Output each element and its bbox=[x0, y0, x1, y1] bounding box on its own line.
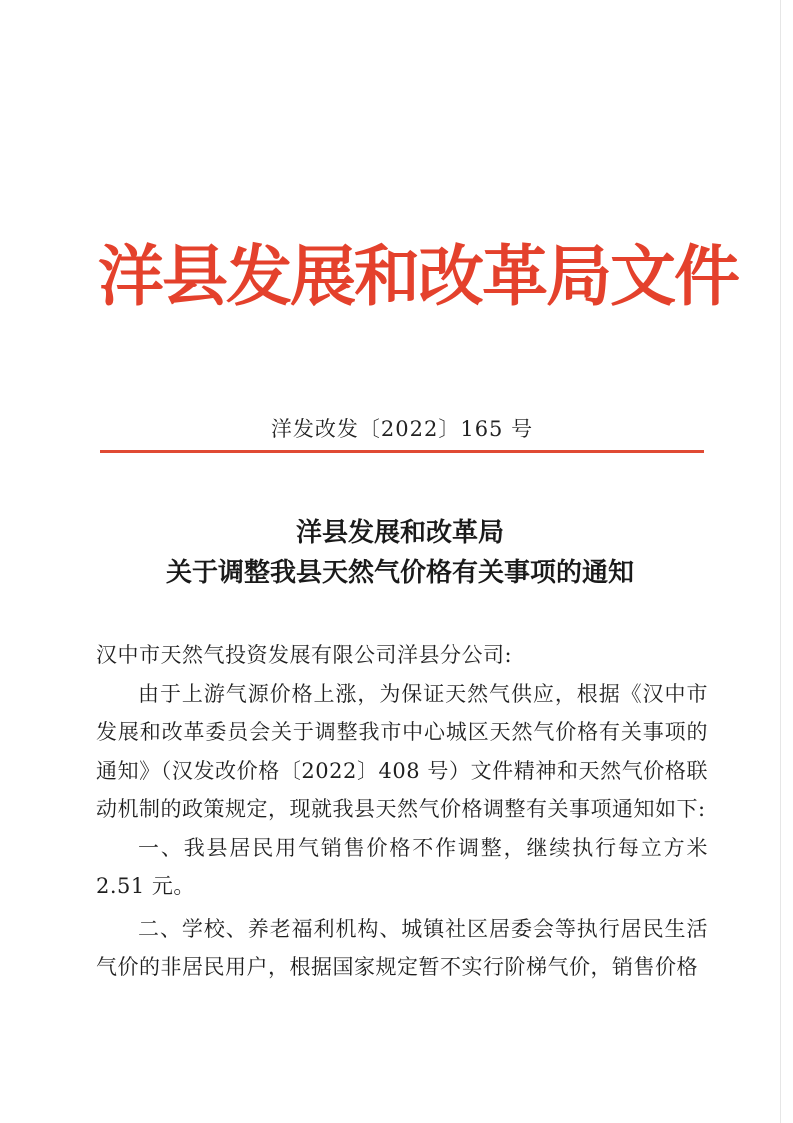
document-number: 洋发改发〔2022〕165 号 bbox=[270, 417, 534, 441]
document-body bbox=[96, 636, 708, 987]
list-item-2: 二、学校、养老福利机构、城镇社区居委会等执行居民生活气价的非居民用户，根据国家规定暂不实行阶梯气价，销售价格 bbox=[96, 916, 708, 979]
list-item-1: 一、我县居民用气销售价格不作调整，继续执行每立方米 2.51 元。 bbox=[96, 835, 708, 898]
document-header-title: 洋县发展和改革局文件 bbox=[98, 238, 738, 315]
recipient-line: 汉中市天然气投资发展有限公司洋县分公司: bbox=[96, 643, 513, 667]
notice-title-line-2: 关于调整我县天然气价格有关事项的通知 bbox=[165, 558, 634, 588]
red-divider-line bbox=[100, 450, 704, 453]
page-edge bbox=[780, 0, 781, 1123]
notice-title bbox=[80, 513, 720, 593]
paragraph-intro: 由于上游气源价格上涨，为保证天然气供应，根据《汉中市发展和改革委员会关于调整我市中心城区天然气价格有关事项的通知》（汉发改价格〔2022〕408 号）文件精神和天然气价格联动机制的政策规定，现就我县天然气价格调整有关事项通知如下: bbox=[96, 681, 708, 821]
notice-title-line-1: 洋县发展和改革局 bbox=[295, 518, 504, 548]
